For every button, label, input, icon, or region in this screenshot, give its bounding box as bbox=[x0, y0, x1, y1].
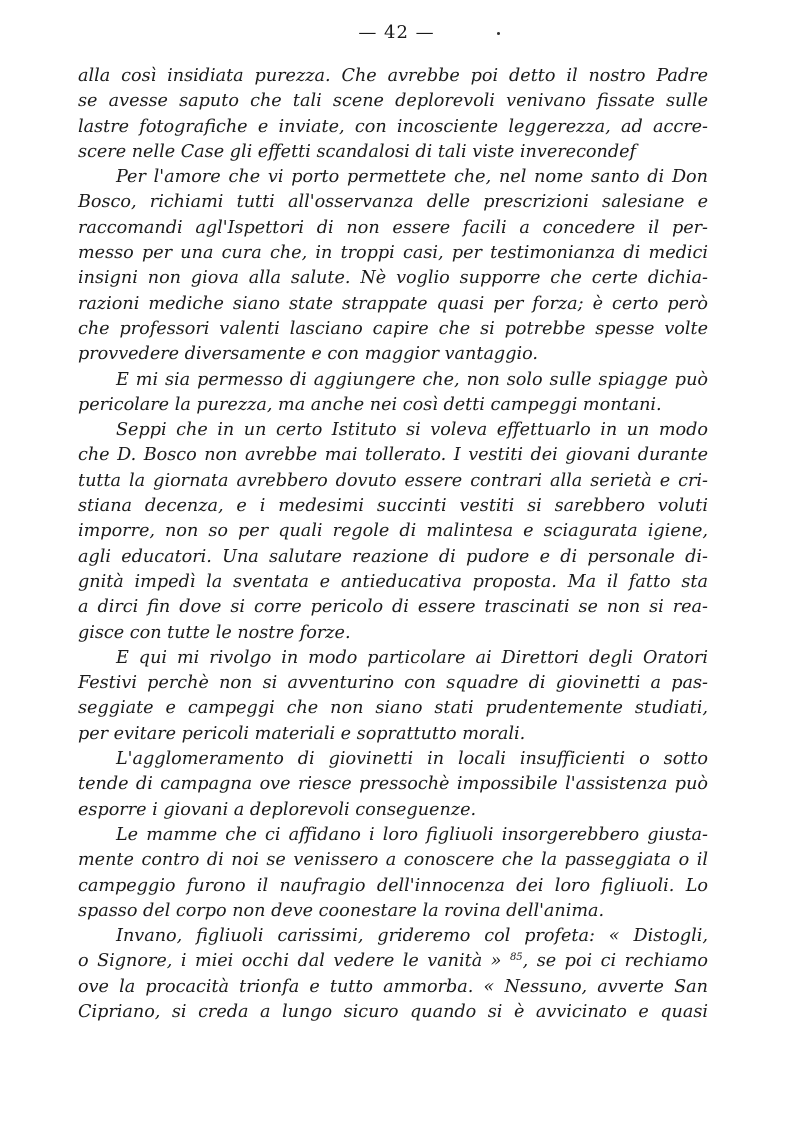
text-line-content: seggiate e campeggi che non siano stati prudentemente studiati, bbox=[78, 698, 708, 719]
text-line bbox=[78, 798, 708, 823]
text-line bbox=[78, 89, 708, 114]
text-line bbox=[78, 216, 708, 241]
text-line bbox=[78, 140, 708, 165]
text-line bbox=[78, 621, 708, 646]
text-line bbox=[78, 696, 708, 721]
print-speck bbox=[497, 32, 500, 35]
text-line-content: scere nelle Case gli effetti scandalosi di tali viste inverecondef bbox=[78, 141, 637, 162]
text-line-content: pericolare la purezza, ma anche nei così detti campeggi montani. bbox=[78, 394, 662, 415]
text-line-content: razioni mediche siano state strappate quasi per forza; è certo però bbox=[78, 293, 708, 314]
text-line bbox=[78, 115, 708, 140]
text-line bbox=[78, 772, 708, 797]
text-line bbox=[78, 165, 708, 190]
text-line-content: se avesse saputo che tali scene deplorevoli venivano fissate sulle bbox=[78, 91, 708, 112]
text-line-content: ove la procacità trionfa e tutto ammorba. « Nessuno, avverte San bbox=[78, 976, 708, 997]
text-line-content: messo per una cura che, in troppi casi, per testimonianza di medici bbox=[78, 243, 708, 264]
text-line-content: gnità impedì la sventata e antieducativa proposta. Ma il fatto sta bbox=[78, 571, 708, 592]
text-line bbox=[78, 469, 708, 494]
text-line bbox=[78, 747, 708, 772]
text-line-tail: , se poi ci rechiamo bbox=[522, 951, 709, 972]
text-line-content: E qui mi rivolgo in modo particolare ai Direttori degli Oratori bbox=[116, 647, 708, 668]
text-line-content: alla così insidiata purezza. Che avrebbe poi detto il nostro Padre bbox=[78, 66, 708, 86]
text-line-content: provvedere diversamente e con maggior vantaggio. bbox=[78, 344, 538, 365]
text-line-content: Festivi perchè non si avventurino con squadre di giovinetti a pas- bbox=[78, 673, 708, 694]
text-line-content: tutta la giornata avrebbero dovuto essere contrari alla serietà e cri- bbox=[78, 470, 708, 491]
text-line bbox=[78, 1000, 708, 1025]
text-line-content: mente contro di noi se venissero a conoscere che la passeggiata o il bbox=[78, 850, 708, 871]
text-line bbox=[78, 443, 708, 468]
text-line-content: spasso del corpo non deve coonestare la rovina dell'anima. bbox=[78, 900, 605, 921]
page-number: — 42 — bbox=[358, 22, 435, 43]
text-line bbox=[78, 646, 708, 671]
text-line bbox=[78, 899, 708, 924]
text-line-content: agli educatori. Una salutare reazione di pudore e di personale di- bbox=[78, 546, 708, 567]
text-line bbox=[78, 671, 708, 696]
text-line bbox=[78, 241, 708, 266]
text-line bbox=[78, 190, 708, 215]
text-line-content: stiana decenza, e i medesimi succinti vestiti si sarebbero voluti bbox=[78, 496, 708, 517]
text-line-content: insigni non giova alla salute. Nè voglio supporre che certe dichia- bbox=[78, 268, 708, 289]
text-line-content: raccomandi agl'Ispettori di non essere facili a concedere il per- bbox=[78, 217, 708, 238]
text-line-content: L'agglomeramento di giovinetti in locali insufficienti o sotto bbox=[116, 749, 708, 770]
text-line-content: Bosco, richiami tutti all'osservanza delle prescrizioni salesiane e bbox=[78, 192, 708, 213]
text-line bbox=[78, 975, 708, 1000]
text-line-content: Cipriano, si creda a lungo sicuro quando si è avvicinato e quasi bbox=[78, 1001, 708, 1022]
text-line-content: imporre, non so per quali regole di malintesa e sciagurata igiene, bbox=[78, 521, 708, 542]
text-line bbox=[78, 266, 708, 291]
text-line bbox=[78, 368, 708, 393]
text-line bbox=[78, 64, 708, 89]
text-line bbox=[78, 570, 708, 595]
text-line bbox=[78, 494, 708, 519]
text-line-content: che D. Bosco non avrebbe mai tollerato. I vestiti dei giovani durante bbox=[78, 445, 708, 466]
text-line-content: Invano, figliuoli carissimi, grideremo col profeta: « Distogli, bbox=[116, 926, 708, 947]
text-line bbox=[78, 874, 708, 899]
text-line bbox=[78, 545, 708, 570]
body-text bbox=[78, 64, 708, 1025]
text-line-content: campeggio furono il naufragio dell'innocenza dei loro figliuoli. Lo bbox=[78, 875, 708, 896]
text-line-content: per evitare pericoli materiali e soprattutto morali. bbox=[78, 723, 526, 744]
footnote-marker: 85 bbox=[509, 952, 523, 964]
text-line bbox=[78, 595, 708, 620]
text-line bbox=[78, 342, 708, 367]
text-line bbox=[78, 292, 708, 317]
text-line-content: Le mamme che ci affidano i loro figliuoli insorgerebbero giusta- bbox=[116, 824, 708, 845]
text-line-content: Seppi che in un certo Istituto si voleva effettuarlo in un modo bbox=[116, 420, 708, 441]
text-line bbox=[78, 949, 708, 974]
text-line bbox=[78, 393, 708, 418]
text-line bbox=[78, 519, 708, 544]
text-line-content: esporre i giovani a deplorevoli conseguenze. bbox=[78, 799, 477, 820]
text-line-content: lastre fotografiche e inviate, con incosciente leggerezza, ad accre- bbox=[78, 116, 708, 137]
text-line bbox=[78, 924, 708, 949]
text-line-content: che professori valenti lasciano capire che si potrebbe spesse volte bbox=[78, 318, 708, 339]
text-line-content: gisce con tutte le nostre forze. bbox=[78, 622, 351, 643]
text-line-content: tende di campagna ove riesce pressochè impossibile l'assistenza può bbox=[78, 774, 708, 795]
text-line-content: E mi sia permesso di aggiungere che, non solo sulle spiagge può bbox=[116, 369, 708, 390]
text-line bbox=[78, 317, 708, 342]
text-line-content: a dirci fin dove si corre pericolo di essere trascinati se non si rea- bbox=[78, 597, 708, 618]
text-line bbox=[78, 722, 708, 747]
text-line-content: Per l'amore che vi porto permettete che, nel nome santo di Don bbox=[116, 167, 708, 188]
text-line bbox=[78, 823, 708, 848]
text-line bbox=[78, 848, 708, 873]
text-line bbox=[78, 418, 708, 443]
text-line-content: o Signore, i miei occhi dal vedere le vanità » bbox=[78, 951, 510, 972]
